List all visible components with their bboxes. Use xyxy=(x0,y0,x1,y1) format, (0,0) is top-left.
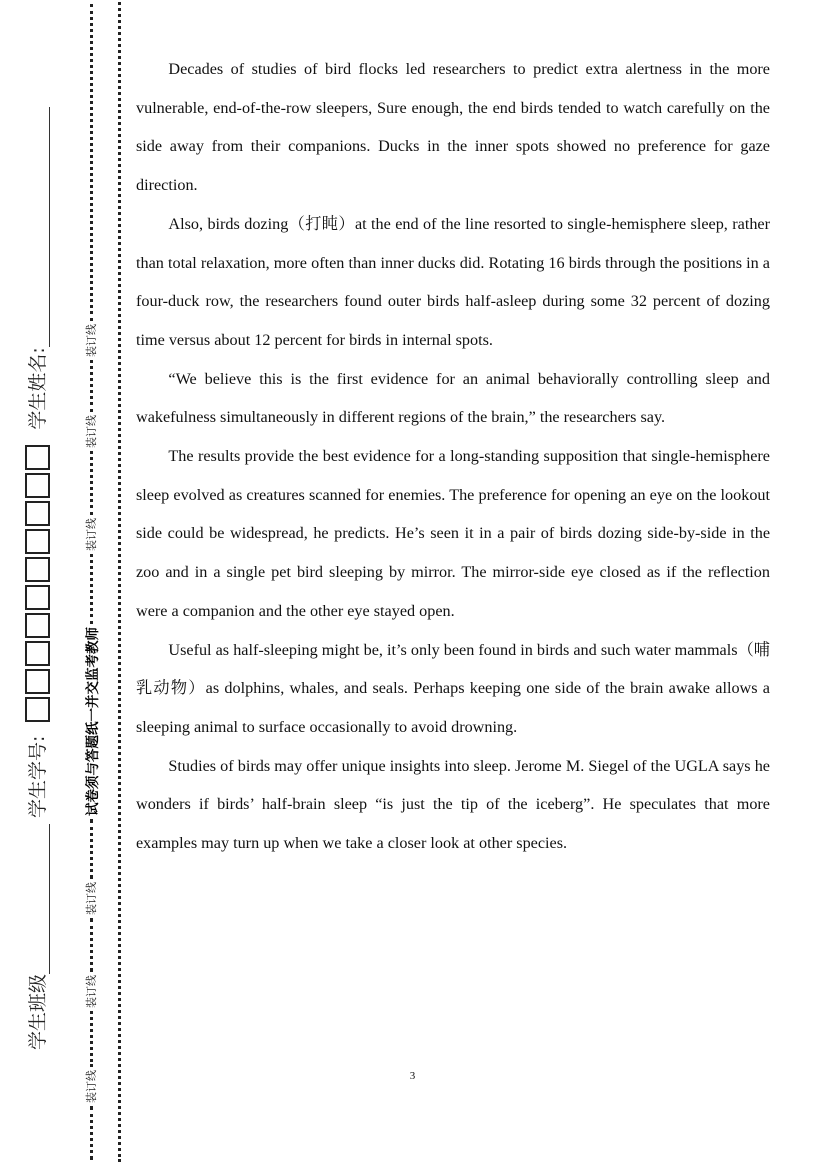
dotted-line xyxy=(90,1106,93,1160)
dotted-line xyxy=(90,451,93,515)
binding-line-label: 装订线 xyxy=(85,518,98,551)
id-digit-box[interactable] xyxy=(25,473,50,498)
dotted-line xyxy=(90,918,93,972)
dotted-line xyxy=(90,554,93,624)
student-id-label: 学生学号: xyxy=(27,735,49,818)
dotted-line xyxy=(90,4,93,321)
article-text xyxy=(136,50,770,863)
paragraph: Useful as half-sleeping might be, it’s only been found in birds and such water mammals（哺乳动物）as dolphins, whales, and seals. Perhaps keeping one side of the brain awake allows a sleeping animal to surface occasionally to avoid drowning. xyxy=(136,640,770,736)
binding-line-label: 装订线 xyxy=(85,324,98,357)
paragraph: Also, birds dozing（打盹）at the end of the line resorted to single-hemisphere sleep, rather than total relaxation, more often than inner ducks did. Rotating 16 birds through the positions in a four-duck row, the researchers found outer birds half-asleep during some 32 percent of dozing time versus about 12 percent for birds in internal spots. xyxy=(136,214,770,349)
paragraph: Studies of birds may offer unique insights into sleep. Jerome M. Siegel of the UGLA says he wonders if birds’ half-brain sleep “is just the tip of the iceberg”. He speculates that more examples may turn up when we take a closer look at other species. xyxy=(136,756,770,853)
id-digit-box[interactable] xyxy=(25,501,50,526)
name-field-line[interactable] xyxy=(27,107,50,347)
binding-line-label: 装订线 xyxy=(85,415,98,448)
id-digit-box[interactable] xyxy=(25,557,50,582)
id-digit-box[interactable] xyxy=(25,613,50,638)
id-digit-box[interactable] xyxy=(25,445,50,470)
dotted-line xyxy=(90,819,93,879)
page-number: 3 xyxy=(409,1070,416,1082)
paragraph: Decades of studies of bird flocks led researchers to predict extra alertness in the more vulnerable, end-of-the-row sleepers, Sure enough, the end birds tended to watch carefully on the side away from their companions. Ducks in the inner spots showed no preference for gaze direction. xyxy=(136,60,770,195)
binding-margin-rotated xyxy=(0,2,120,1162)
binding-line-label: 装订线 xyxy=(85,882,98,915)
paragraph: The results provide the best evidence for a long-standing supposition that single-hemisphere sleep evolved as creatures scanned for enemies. The preference for opening an eye on the lookout side could be widespread, he predicts. He’s seen it in a pair of birds dozing side-by-side in the zoo and in a single pet bird sleeping by mirror. The mirror-side eye closed as if the reflection were a companion and the other eye stayed open. xyxy=(136,447,770,620)
binding-line-label: 装订线 xyxy=(85,1070,98,1103)
paragraph: “We believe this is the first evidence for an animal behaviorally controlling sleep and wakefulness simultaneously in different regions of the brain,” the researchers say. xyxy=(136,369,770,427)
class-label: 学生班级 xyxy=(27,973,49,1050)
class-field-line[interactable] xyxy=(27,824,50,974)
outer-dotted-line xyxy=(118,2,121,1162)
id-digit-box[interactable] xyxy=(25,697,50,722)
id-digit-box[interactable] xyxy=(25,669,50,694)
id-digit-box[interactable] xyxy=(25,641,50,666)
id-digit-box[interactable] xyxy=(25,585,50,610)
dotted-line xyxy=(90,360,93,412)
student-info-row xyxy=(0,2,50,1162)
student-name-label: 学生姓名: xyxy=(27,347,49,430)
id-digit-box[interactable] xyxy=(25,529,50,554)
student-id-boxes xyxy=(25,442,50,722)
dotted-line xyxy=(90,1011,93,1067)
binding-line-label: 装订线 xyxy=(85,975,98,1008)
exam-notice: 试卷须与答题纸一并交监考教师 xyxy=(85,627,101,816)
binding-line-row xyxy=(76,2,106,1162)
binding-margin xyxy=(0,0,120,1165)
